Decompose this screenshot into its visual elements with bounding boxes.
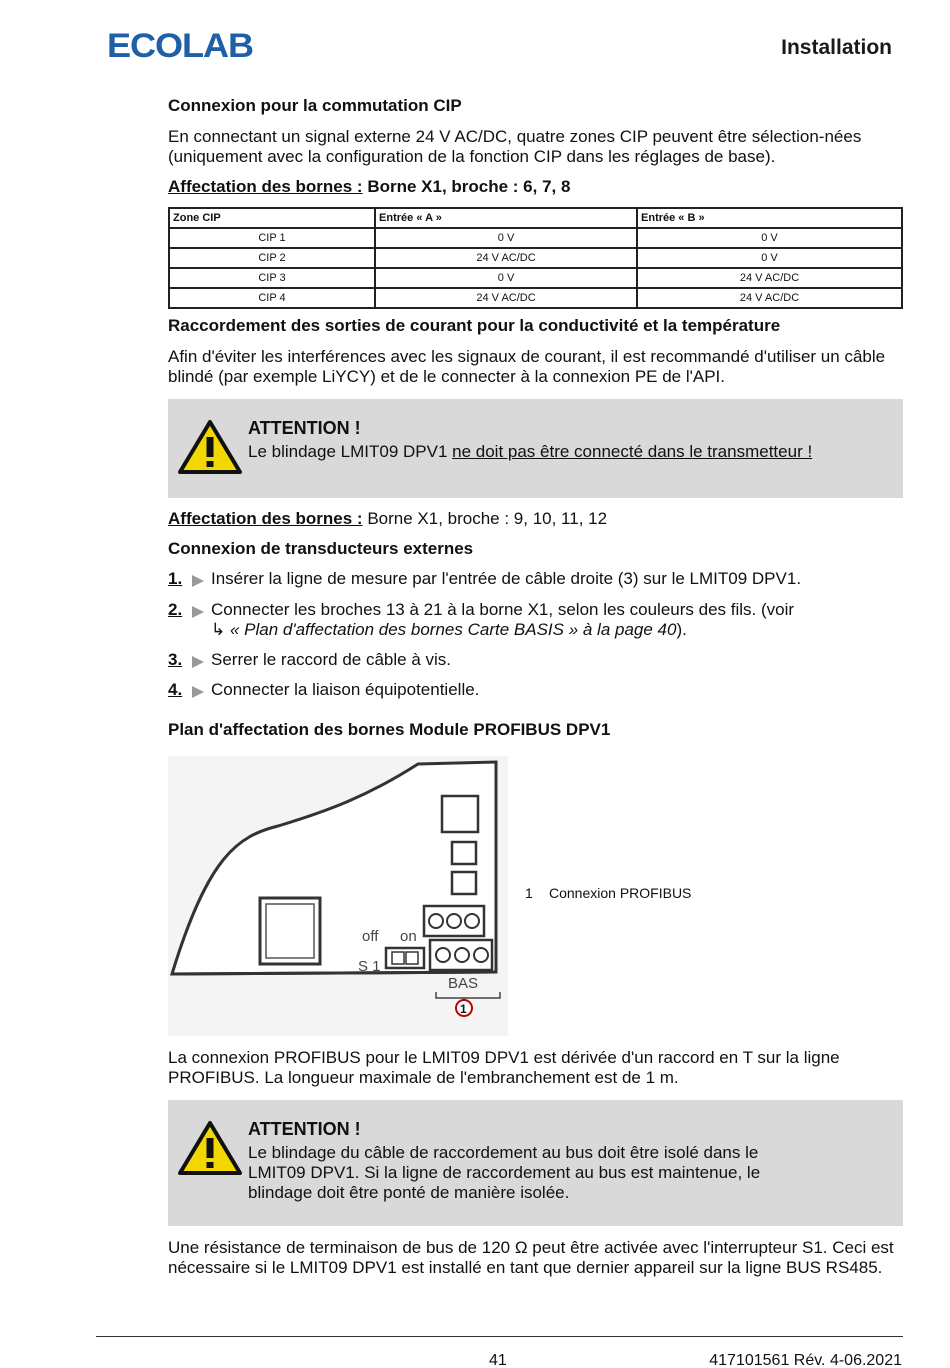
table-cell: 0 V bbox=[375, 268, 637, 288]
diagram-callout-number: 1 bbox=[460, 1002, 467, 1016]
switch-off-label: off bbox=[362, 928, 379, 945]
attention-text: Le blindage du câble de raccordement au bus doit être isolé dans le LMIT09 DPV1. Si la ligne de raccordement au bus est maintenue, le blindage doit être ponté de manière isolée. bbox=[248, 1143, 761, 1202]
switch-on-label: on bbox=[400, 928, 417, 945]
assign2-label: Affectation des bornes : bbox=[168, 509, 363, 528]
warning-icon bbox=[178, 1120, 242, 1176]
bas-label: BAS bbox=[448, 975, 479, 992]
switch-s1-label: S 1 bbox=[358, 958, 381, 975]
assign2-line bbox=[168, 509, 903, 529]
step-number: 4. bbox=[168, 680, 183, 699]
table-cell: CIP 2 bbox=[169, 248, 375, 268]
ecolab-logo bbox=[107, 28, 257, 62]
table-header-cell: Entrée « A » bbox=[375, 208, 637, 228]
step-arrow-icon bbox=[192, 686, 204, 698]
step-text: Connecter la liaison équipotentielle. bbox=[211, 680, 480, 699]
step-text: Serrer le raccord de câble à vis. bbox=[211, 650, 451, 669]
page-reference-link[interactable]: « Plan d'affectation des bornes Carte BASIS » à la page 40 bbox=[225, 620, 677, 639]
document-reference: 417101561 Rév. 4-06.2021 bbox=[709, 1352, 902, 1368]
table-cell: 24 V AC/DC bbox=[637, 268, 902, 288]
attention-title: ATTENTION ! bbox=[248, 418, 361, 438]
cip-body: En connectant un signal externe 24 V AC/DC, quatre zones CIP peuvent être sélection-nées (uniquement avec la configuration de la fonction CIP dans les réglages de base). bbox=[168, 127, 862, 166]
table-row bbox=[169, 248, 902, 268]
attention-box bbox=[168, 399, 903, 498]
table-cell: 24 V AC/DC bbox=[375, 248, 637, 268]
step-arrow-icon bbox=[192, 656, 204, 668]
attention-text: Le blindage LMIT09 DPV1 bbox=[248, 442, 453, 461]
cip-assign-label: Affectation des bornes : bbox=[168, 177, 363, 196]
list-item bbox=[168, 600, 903, 640]
link-icon: ↳ bbox=[211, 620, 226, 639]
legend-text: Connexion PROFIBUS bbox=[549, 885, 692, 901]
step-text bbox=[211, 600, 903, 640]
page-number: 41 bbox=[489, 1352, 507, 1368]
table-header-cell: Entrée « B » bbox=[637, 208, 902, 228]
table-cell: CIP 3 bbox=[169, 268, 375, 288]
table-cell: 0 V bbox=[637, 248, 902, 268]
profibus-module-diagram bbox=[168, 756, 508, 1036]
table-cell: CIP 4 bbox=[169, 288, 375, 308]
transducers-heading: Connexion de transducteurs externes bbox=[168, 539, 474, 558]
table-header-row bbox=[169, 208, 902, 228]
table-cell: 0 V bbox=[637, 228, 902, 248]
svg-text:ECOLAB: ECOLAB bbox=[107, 28, 254, 62]
cip-assign-value: Borne X1, broche : 6, 7, 8 bbox=[362, 177, 571, 196]
step-number: 1. bbox=[168, 569, 183, 588]
diagram-legend bbox=[525, 885, 691, 901]
step-number: 2. bbox=[168, 600, 183, 619]
step-text-end: ). bbox=[676, 620, 687, 639]
cip-assign-line bbox=[168, 177, 903, 197]
current-outputs-heading: Raccordement des sorties de courant pour la conductivité et la température bbox=[168, 316, 781, 335]
step-text-line: Connecter les broches 13 à 21 à la borne X1, selon les couleurs des fils. (voir bbox=[211, 600, 795, 619]
profibus-heading: Plan d'affectation des bornes Module PROFIBUS DPV1 bbox=[168, 720, 611, 739]
table-cell: 24 V AC/DC bbox=[637, 288, 902, 308]
profibus-body: La connexion PROFIBUS pour le LMIT09 DPV1 est dérivée d'un raccord en T sur la ligne PROFIBUS. La longueur maximale de l'embranchement est de 1 m. bbox=[168, 1048, 840, 1087]
step-arrow-icon bbox=[192, 606, 204, 618]
table-row bbox=[169, 228, 902, 248]
step-number: 3. bbox=[168, 650, 183, 669]
step-arrow-icon bbox=[192, 575, 204, 587]
table-cell: 0 V bbox=[375, 228, 637, 248]
section-title: Installation bbox=[781, 36, 892, 59]
cip-heading: Connexion pour la commutation CIP bbox=[168, 96, 462, 115]
termination-body: Une résistance de terminaison de bus de 120 Ω peut être activée avec l'interrupteur S1. Ceci est nécessaire si le LMIT09 DPV1 est installé en tant que dernier appareil sur la ligne BUS RS485. bbox=[168, 1238, 894, 1277]
footer-divider bbox=[96, 1336, 903, 1337]
table-row bbox=[169, 268, 902, 288]
attention-box bbox=[168, 1100, 903, 1226]
attention-text-underlined: ne doit pas être connecté dans le transmetteur ! bbox=[452, 442, 813, 461]
attention-title: ATTENTION ! bbox=[248, 1119, 361, 1139]
table-header-cell: Zone CIP bbox=[169, 208, 375, 228]
current-outputs-body: Afin d'éviter les interférences avec les signaux de courant, il est recommandé d'utiliser un câble blindé (par exemple LiYCY) et de le connecter à la connexion PE de l'API. bbox=[168, 347, 886, 386]
table-cell: CIP 1 bbox=[169, 228, 375, 248]
table-cell: 24 V AC/DC bbox=[375, 288, 637, 308]
legend-number: 1 bbox=[525, 885, 533, 901]
warning-icon bbox=[178, 419, 242, 475]
assign2-value: Borne X1, broche : 9, 10, 11, 12 bbox=[362, 509, 608, 528]
table-row bbox=[169, 288, 902, 308]
cip-table bbox=[168, 207, 903, 309]
step-text: Insérer la ligne de mesure par l'entrée de câble droite (3) sur le LMIT09 DPV1. bbox=[211, 569, 802, 588]
